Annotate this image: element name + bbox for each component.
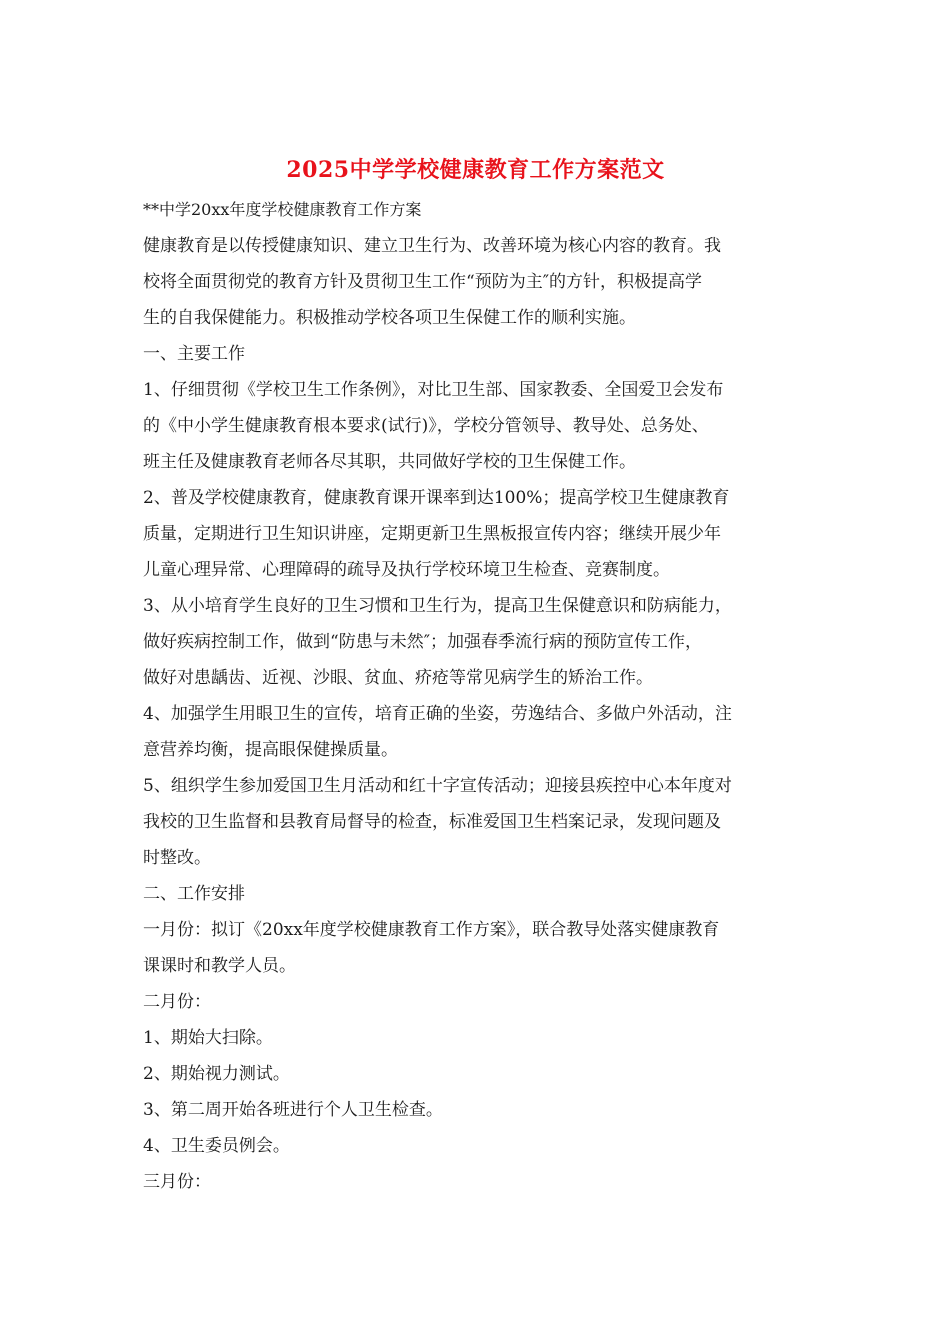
month-heading: 三月份： bbox=[143, 1172, 211, 1192]
body-line: 健康教育是以传授健康知识、建立卫生行为、改善环境为核心内容的教育。我 bbox=[143, 236, 721, 256]
body-line: 4、加强学生用眼卫生的宣传，培育正确的坐姿，劳逸结合、多做户外活动，注 bbox=[143, 704, 732, 724]
body-line: 做好疾病控制工作，做到“防患与未然″；加强春季流行病的预防宣传工作， bbox=[143, 632, 703, 652]
body-line: 做好对患龋齿、近视、沙眼、贫血、疥疮等常见病学生的矫治工作。 bbox=[143, 668, 653, 688]
body-line: 1、仔细贯彻《学校卫生工作条例》，对比卫生部、国家教委、全国爱卫会发布 bbox=[143, 380, 724, 400]
body-line: 生的自我保健能力。积极推动学校各项卫生保健工作的顺利实施。 bbox=[143, 308, 636, 328]
body-line: 的《中小学生健康教育根本要求(试行)》，学校分管领导、教导处、总务处、 bbox=[143, 416, 709, 436]
body-line: 校将全面贯彻党的教育方针及贯彻卫生工作“预防为主″的方针，积极提高学 bbox=[143, 272, 703, 292]
list-item: 2、期始视力测试。 bbox=[143, 1064, 290, 1084]
body-line: 一月份：拟订《20xx年度学校健康教育工作方案》，联合教导处落实健康教育 bbox=[143, 920, 720, 940]
document-page bbox=[143, 150, 808, 1200]
document-title: 2025中学学校健康教育工作方案范文 bbox=[286, 157, 665, 183]
section-heading: 一、主要工作 bbox=[143, 344, 245, 364]
body-line: 质量，定期进行卫生知识讲座，定期更新卫生黑板报宣传内容；继续开展少年 bbox=[143, 524, 721, 544]
body-line: 意营养均衡，提高眼保健操质量。 bbox=[143, 740, 398, 760]
list-item: 3、第二周开始各班进行个人卫生检查。 bbox=[143, 1100, 443, 1120]
body-line: 我校的卫生监督和县教育局督导的检查，标准爱国卫生档案记录，发现问题及 bbox=[143, 812, 721, 832]
body-line: 课课时和教学人员。 bbox=[143, 956, 296, 976]
body-line: 2、普及学校健康教育，健康教育课开课率到达100%；提高学校卫生健康教育 bbox=[143, 488, 730, 508]
document-body bbox=[143, 228, 808, 1200]
body-line: 3、从小培育学生良好的卫生习惯和卫生行为，提高卫生保健意识和防病能力， bbox=[143, 596, 732, 616]
document-subtitle: **中学20xx年度学校健康教育工作方案 bbox=[143, 200, 422, 219]
list-item: 1、期始大扫除。 bbox=[143, 1028, 273, 1048]
body-line: 班主任及健康教育老师各尽其职，共同做好学校的卫生保健工作。 bbox=[143, 452, 636, 472]
list-item: 4、卫生委员例会。 bbox=[143, 1136, 290, 1156]
body-line: 儿童心理异常、心理障碍的疏导及执行学校环境卫生检查、竞赛制度。 bbox=[143, 560, 670, 580]
section-heading: 二、工作安排 bbox=[143, 884, 245, 904]
body-line: 时整改。 bbox=[143, 848, 211, 868]
month-heading: 二月份： bbox=[143, 992, 211, 1012]
body-line: 5、组织学生参加爱国卫生月活动和红十字宣传活动；迎接县疾控中心本年度对 bbox=[143, 776, 732, 796]
